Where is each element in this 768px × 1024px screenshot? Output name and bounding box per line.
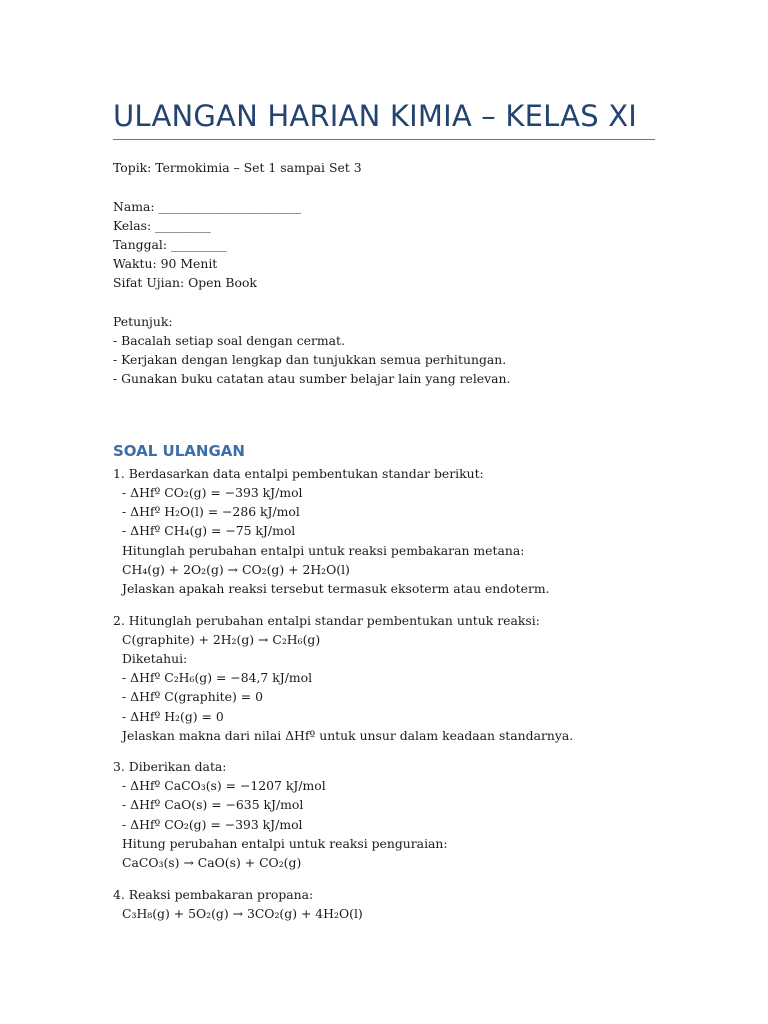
kelas-field: Kelas: _________ (113, 218, 211, 233)
document-title: ULANGAN HARIAN KIMIA – KELAS XI (113, 99, 638, 133)
tanggal-field: Tanggal: _________ (113, 237, 227, 252)
waktu-field: Waktu: 90 Menit (113, 256, 218, 271)
question-3-task: Hitung perubahan entalpi untuk reaksi penguraian: (122, 836, 448, 851)
question-1-data: - ΔHfº CO₂(g) = −393 kJ/mol (122, 485, 303, 500)
instructions-heading: Petunjuk: (113, 314, 173, 329)
question-2-label: Diketahui: (122, 651, 188, 666)
question-1-equation: CH₄(g) + 2O₂(g) → CO₂(g) + 2H₂O(l) (122, 562, 350, 577)
question-3-prompt: 3. Diberikan data: (113, 759, 227, 774)
question-2-equation: C(graphite) + 2H₂(g) → C₂H₆(g) (122, 632, 321, 647)
instruction-item: - Gunakan buku catatan atau sumber belajar lain yang relevan. (113, 371, 511, 386)
sifat-ujian-field: Sifat Ujian: Open Book (113, 275, 257, 290)
question-1-prompt: 1. Berdasarkan data entalpi pembentukan standar berikut: (113, 466, 484, 481)
question-1-data: - ΔHfº CH₄(g) = −75 kJ/mol (122, 523, 296, 538)
question-1-task: Jelaskan apakah reaksi tersebut termasuk eksoterm atau endoterm. (122, 581, 550, 596)
instruction-item: - Kerjakan dengan lengkap dan tunjukkan semua perhitungan. (113, 352, 507, 367)
question-3-data: - ΔHfº CaCO₃(s) = −1207 kJ/mol (122, 778, 326, 793)
question-2-data: - ΔHfº C₂H₆(g) = −84,7 kJ/mol (122, 670, 313, 685)
question-2-task: Jelaskan makna dari nilai ΔHfº untuk unsur dalam keadaan standarnya. (122, 728, 574, 743)
section-title: SOAL ULANGAN (113, 442, 245, 460)
question-2-data: - ΔHfº C(graphite) = 0 (122, 689, 263, 704)
instruction-item: - Bacalah setiap soal dengan cermat. (113, 333, 345, 348)
title-underline (113, 139, 655, 140)
question-2-data: - ΔHfº H₂(g) = 0 (122, 709, 224, 724)
question-1-data: - ΔHfº H₂O(l) = −286 kJ/mol (122, 504, 300, 519)
question-4-prompt: 4. Reaksi pembakaran propana: (113, 887, 314, 902)
question-4-equation: C₃H₈(g) + 5O₂(g) → 3CO₂(g) + 4H₂O(l) (122, 906, 363, 921)
question-2-prompt: 2. Hitunglah perubahan entalpi standar pembentukan untuk reaksi: (113, 613, 540, 628)
nama-field: Nama: _______________________ (113, 199, 301, 214)
topic-line: Topik: Termokimia – Set 1 sampai Set 3 (113, 160, 362, 175)
question-1-task: Hitunglah perubahan entalpi untuk reaksi pembakaran metana: (122, 543, 525, 558)
question-3-data: - ΔHfº CaO(s) = −635 kJ/mol (122, 797, 304, 812)
question-3-data: - ΔHfº CO₂(g) = −393 kJ/mol (122, 817, 303, 832)
question-3-equation: CaCO₃(s) → CaO(s) + CO₂(g) (122, 855, 302, 870)
